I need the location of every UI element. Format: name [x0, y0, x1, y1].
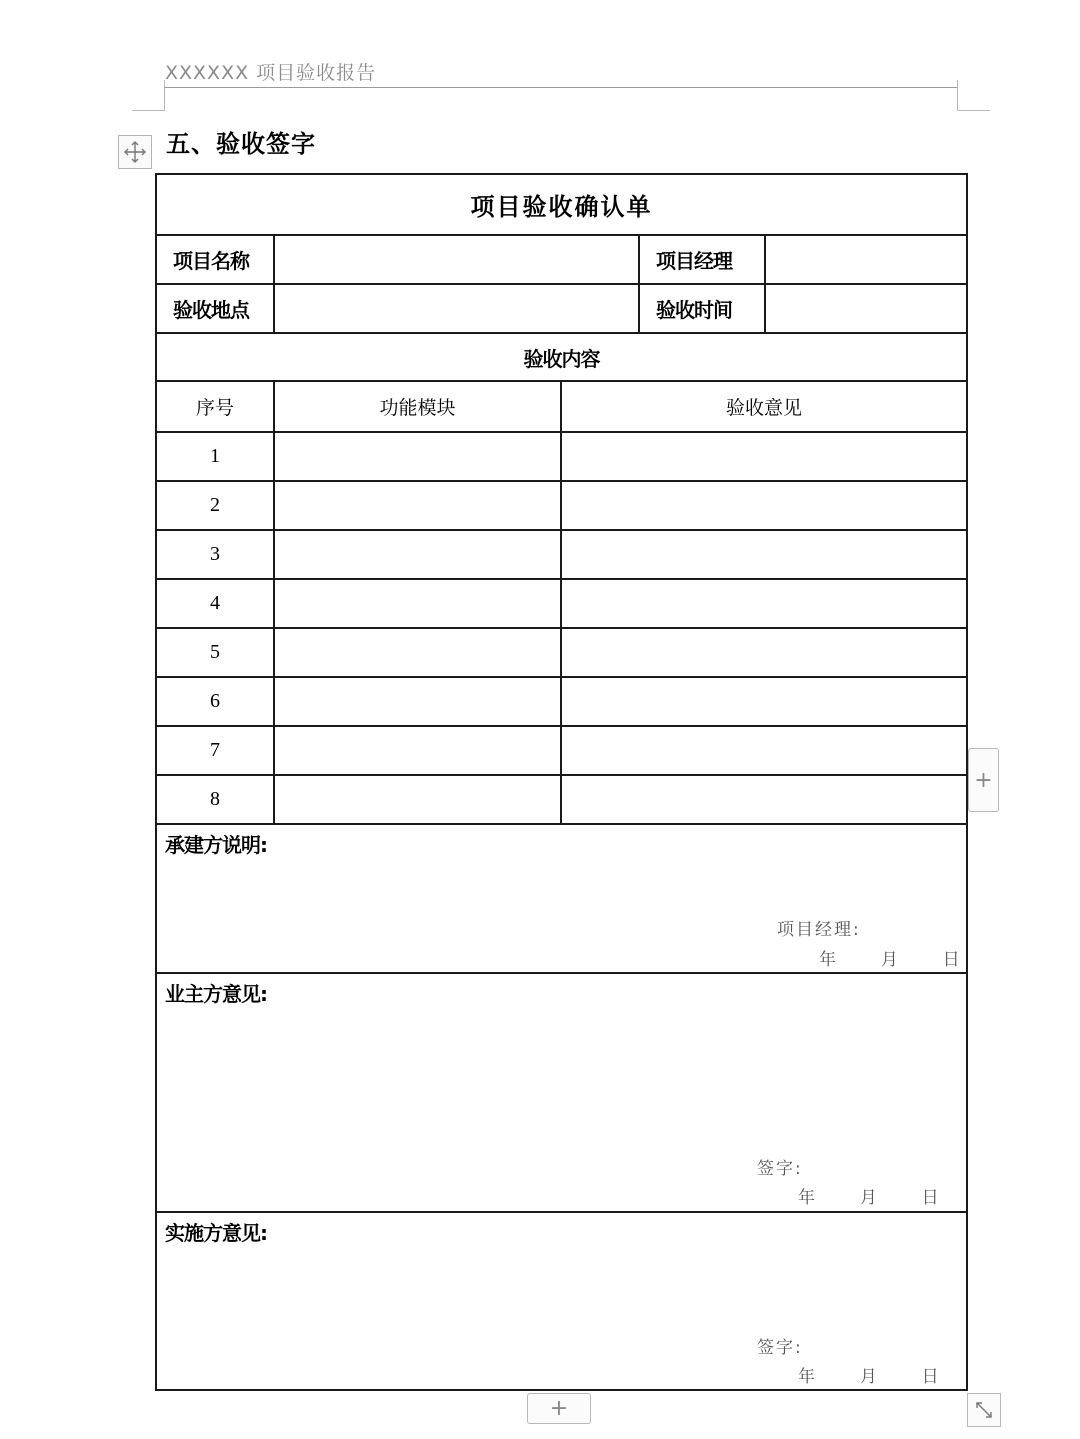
contractor-manager-sign-label: 项目经理:	[777, 920, 861, 940]
location-field[interactable]	[274, 284, 639, 333]
day-label: 日	[921, 1188, 939, 1208]
project-name-label: 项目名称	[156, 235, 274, 284]
day-label: 日	[942, 950, 960, 970]
contractor-statement-cell[interactable]	[156, 824, 967, 973]
module-cell[interactable]	[274, 628, 561, 677]
opinion-cell[interactable]	[561, 628, 967, 677]
opinion-cell[interactable]	[561, 677, 967, 726]
table-row	[156, 775, 967, 824]
owner-sign-label: 签字:	[757, 1159, 803, 1179]
row-index: 8	[156, 775, 274, 824]
contractor-statement-label: 承建方说明:	[165, 833, 267, 857]
form-title: 项目验收确认单	[156, 174, 967, 235]
owner-opinion-label: 业主方意见:	[165, 982, 267, 1006]
year-label: 年	[798, 1367, 815, 1387]
row-index: 4	[156, 579, 274, 628]
plus-icon: +	[549, 1396, 569, 1421]
module-cell[interactable]	[274, 677, 561, 726]
opinion-cell[interactable]	[561, 726, 967, 775]
time-field[interactable]	[765, 284, 967, 333]
row-index: 5	[156, 628, 274, 677]
row-index: 6	[156, 677, 274, 726]
column-header-opinion: 验收意见	[561, 381, 967, 432]
add-row-button[interactable]	[527, 1393, 591, 1424]
row-index: 3	[156, 530, 274, 579]
table-row	[156, 481, 967, 530]
crop-mark-top-left	[132, 80, 165, 111]
project-name-field[interactable]	[274, 235, 639, 284]
table-row	[156, 726, 967, 775]
implementer-opinion-label: 实施方意见:	[165, 1221, 267, 1245]
project-manager-label: 项目经理	[639, 235, 765, 284]
header-rule	[165, 87, 957, 88]
row-index: 7	[156, 726, 274, 775]
module-cell[interactable]	[274, 579, 561, 628]
owner-date	[798, 1183, 939, 1208]
day-label: 日	[921, 1367, 939, 1387]
implementer-sign-label: 签字:	[757, 1338, 803, 1358]
table-row	[156, 677, 967, 726]
module-cell[interactable]	[274, 775, 561, 824]
month-label: 月	[859, 1367, 877, 1387]
project-manager-field[interactable]	[765, 235, 967, 284]
resize-arrows-icon	[973, 1399, 995, 1421]
month-label: 月	[880, 950, 898, 970]
opinion-cell[interactable]	[561, 579, 967, 628]
opinion-cell[interactable]	[561, 530, 967, 579]
move-arrows-icon	[123, 140, 147, 164]
time-label: 验收时间	[639, 284, 765, 333]
module-cell[interactable]	[274, 481, 561, 530]
crop-mark-top-right	[957, 80, 990, 111]
table-resize-handle[interactable]	[967, 1393, 1001, 1427]
row-index: 1	[156, 432, 274, 481]
contractor-date	[819, 945, 960, 970]
acceptance-form-table	[155, 173, 968, 1391]
row-index: 2	[156, 481, 274, 530]
module-cell[interactable]	[274, 726, 561, 775]
content-section-label: 验收内容	[156, 333, 967, 381]
section-title: 五、验收签字	[166, 130, 316, 158]
month-label: 月	[859, 1188, 877, 1208]
opinion-cell[interactable]	[561, 775, 967, 824]
page-header: XXXXXX 项目验收报告	[165, 62, 377, 84]
table-row	[156, 628, 967, 677]
location-label: 验收地点	[156, 284, 274, 333]
plus-icon: +	[974, 767, 993, 793]
table-move-handle[interactable]	[118, 135, 152, 169]
owner-opinion-cell[interactable]	[156, 973, 967, 1212]
column-header-module: 功能模块	[274, 381, 561, 432]
module-cell[interactable]	[274, 432, 561, 481]
implementer-date	[798, 1362, 939, 1387]
year-label: 年	[819, 950, 836, 970]
opinion-cell[interactable]	[561, 432, 967, 481]
opinion-cell[interactable]	[561, 481, 967, 530]
table-row	[156, 432, 967, 481]
table-row	[156, 579, 967, 628]
column-header-index: 序号	[156, 381, 274, 432]
add-column-button[interactable]	[968, 748, 999, 812]
module-cell[interactable]	[274, 530, 561, 579]
table-row	[156, 530, 967, 579]
implementer-opinion-cell[interactable]	[156, 1212, 967, 1390]
year-label: 年	[798, 1188, 815, 1208]
